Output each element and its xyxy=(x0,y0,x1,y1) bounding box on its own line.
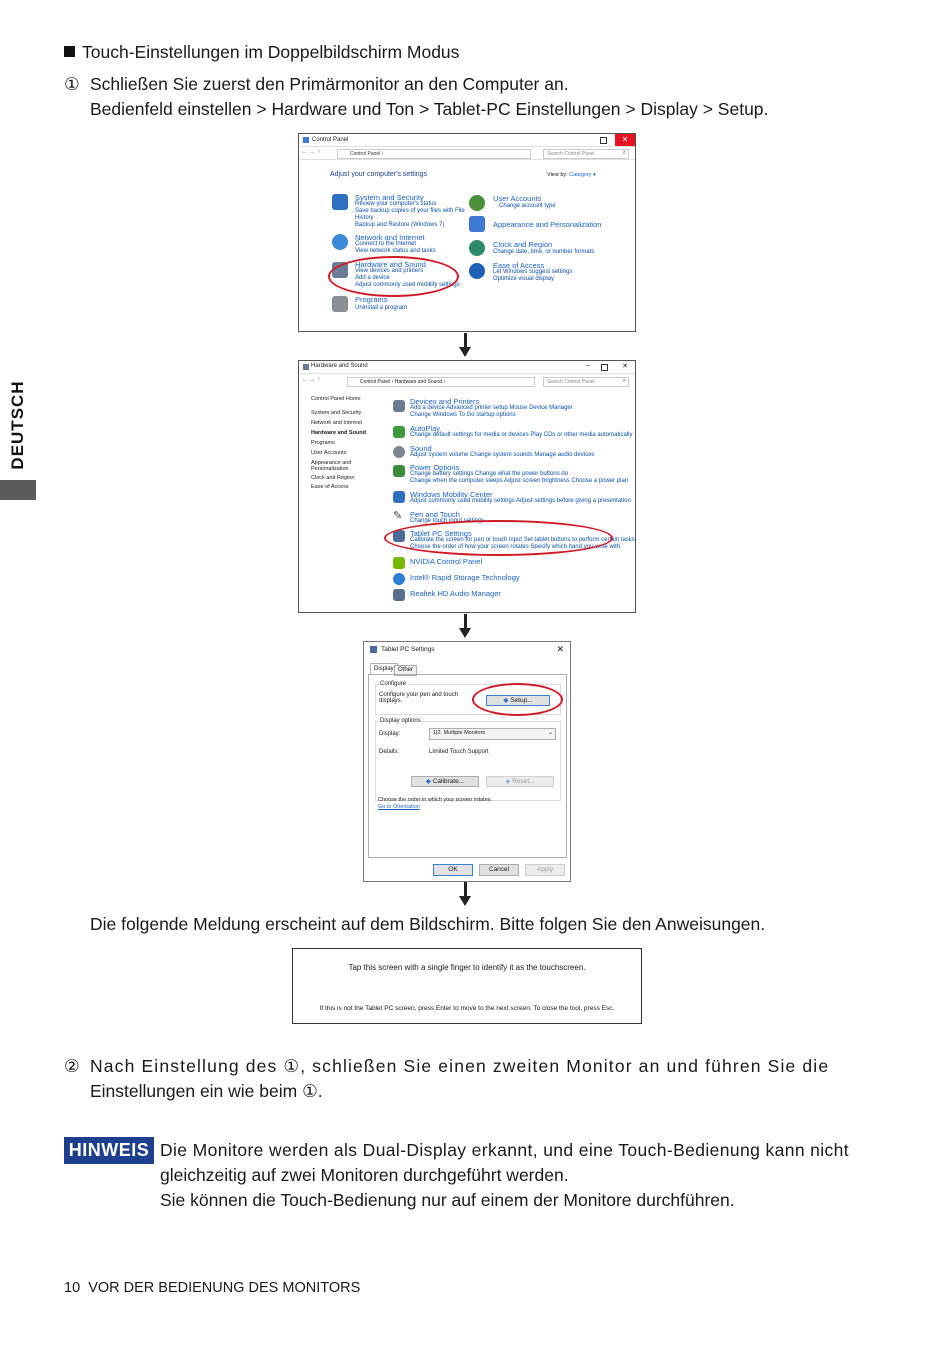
down-arrow-icon xyxy=(464,333,467,349)
shield-icon xyxy=(332,194,348,210)
message-line-2: If this is not the Tablet PC screen, press Enter to move to the next screen. To close the tool, press Esc. xyxy=(319,1005,615,1012)
search-icon: ⌕ xyxy=(622,378,626,384)
highlight-ellipse xyxy=(384,520,613,556)
address-bar[interactable] xyxy=(347,377,535,387)
cat-user-accounts[interactable]: User Accounts xyxy=(493,194,542,203)
nav-clock-region[interactable]: Clock and Region xyxy=(311,475,355,481)
maximize-button[interactable] xyxy=(593,134,613,146)
footer-text: VOR DER BEDIENUNG DES MONITORS xyxy=(88,1280,361,1296)
link-change-account[interactable]: Change account type xyxy=(499,203,556,209)
search-input[interactable] xyxy=(543,149,629,159)
nav-system-security[interactable]: System and Security xyxy=(311,410,362,416)
links-sound[interactable]: Adjust system volume Change system sounds Manage audio devices xyxy=(410,452,595,458)
pen-icon: ✎ xyxy=(393,510,403,522)
clock-icon xyxy=(469,240,485,256)
item-sound[interactable]: Sound xyxy=(410,444,432,453)
item-pen-touch[interactable]: Pen and Touch xyxy=(410,510,460,519)
view-by-label: View by: xyxy=(547,172,568,178)
sound-icon xyxy=(393,446,405,458)
maximize-button[interactable] xyxy=(601,364,608,371)
minimize-button[interactable]: – xyxy=(586,362,590,369)
side-tab-bar xyxy=(0,480,36,500)
links-autoplay[interactable]: Change default settings for media or devices Play CDs or other media automatically xyxy=(410,432,633,438)
nvidia-icon xyxy=(393,557,405,569)
item-tablet-pc-settings[interactable]: Tablet PC Settings xyxy=(410,529,472,538)
nav-arrows-icon[interactable]: ← → ↑ xyxy=(302,149,321,155)
links-tablet-1[interactable]: Calibrate the screen for pen or touch input Set tablet buttons to perform certain tasks xyxy=(410,537,635,543)
intel-icon xyxy=(393,573,405,585)
setup-label: Setup... xyxy=(510,697,533,704)
item-intel-rst[interactable]: Intel® Rapid Storage Technology xyxy=(410,573,520,582)
step2-line1: Nach Einstellung des ①, schließen Sie einen zweiten Monitor an und führen Sie die xyxy=(90,1056,830,1076)
heading-text: Touch-Einstellungen im Doppelbildschirm Modus xyxy=(82,42,460,62)
apply-button[interactable]: Apply xyxy=(525,864,565,876)
window-title: Control Panel xyxy=(312,137,349,143)
side-tab-label: DEUTSCH xyxy=(8,379,27,470)
links-tablet-2[interactable]: Choose the order of how your screen rotates Specify which hand you write with xyxy=(410,544,621,550)
step1-marker: ① xyxy=(64,74,80,94)
link-view-devices[interactable]: View devices and printers xyxy=(355,268,424,274)
view-by[interactable] xyxy=(547,172,596,178)
tab-display[interactable]: Display xyxy=(370,663,398,675)
link-uninstall[interactable]: Uninstall a program xyxy=(355,305,408,311)
step2-line2: Einstellungen ein wie beim ①. xyxy=(90,1081,323,1101)
close-button[interactable]: ✕ xyxy=(622,363,628,370)
users-icon xyxy=(469,195,485,211)
address-text: Control Panel › xyxy=(350,151,384,157)
item-mobility-center[interactable]: Windows Mobility Center xyxy=(410,490,493,499)
address-bar[interactable] xyxy=(337,149,531,159)
nav-user-accounts[interactable]: User Accounts xyxy=(311,450,347,456)
cat-appearance[interactable]: Appearance and Personalization xyxy=(493,220,602,229)
nav-appearance[interactable]: Appearance and xyxy=(311,460,352,466)
hinweis-line1: Die Monitore werden als Dual-Display erkannt, und eine Touch-Bedienung kann nicht xyxy=(160,1140,850,1160)
link-network-status[interactable]: View network status and tasks xyxy=(355,248,436,254)
cancel-button[interactable]: Cancel xyxy=(479,864,519,876)
nav-personalization[interactable]: Personalization xyxy=(311,466,349,472)
hardware-icon xyxy=(303,364,309,370)
step1-line2: Bedienfeld einstellen > Hardware und Ton > Tablet-PC Einstellungen > Display > Setup. xyxy=(90,99,769,119)
programs-icon xyxy=(332,296,348,312)
link-connect-internet[interactable]: Connect to the Internet xyxy=(355,241,417,247)
uac-shield-icon: ◆ xyxy=(505,778,511,785)
orientation-link[interactable]: Go to Orientation xyxy=(378,804,420,810)
control-panel-screenshot xyxy=(298,133,636,332)
hinweis-line2: gleichzeitig auf zwei Monitoren durchgeführt werden. xyxy=(160,1165,569,1185)
item-autoplay[interactable]: AutoPlay xyxy=(410,424,441,433)
ease-access-icon xyxy=(469,263,485,279)
autoplay-icon xyxy=(393,426,405,438)
display-select[interactable] xyxy=(429,728,556,740)
window-title: Hardware and Sound xyxy=(311,363,368,369)
power-icon xyxy=(393,465,405,477)
nav-network[interactable]: Network and Internet xyxy=(311,420,363,426)
touchscreen-message-box xyxy=(292,948,642,1024)
down-arrow-icon xyxy=(464,614,467,630)
tablet-pc-settings-screenshot xyxy=(363,641,571,882)
message-line-1: Tap this screen with a single finger to identify it as the touchscreen. xyxy=(348,963,586,972)
display-label: Display: xyxy=(379,731,401,737)
step2-marker: ② xyxy=(64,1056,80,1076)
display-select-value: 1|2. Multiple Monitors xyxy=(433,730,486,736)
title-bar xyxy=(299,134,635,147)
address-row xyxy=(299,375,635,387)
page-number: 10 xyxy=(64,1280,81,1296)
cat-ease-access[interactable]: Ease of Access xyxy=(493,261,545,270)
dialog-title: Tablet PC Settings xyxy=(381,646,435,653)
search-icon: ⌕ xyxy=(622,150,626,156)
link-review-status[interactable]: Review your computer's status xyxy=(355,201,437,207)
square-bullet-icon xyxy=(64,46,75,57)
mobility-icon xyxy=(393,491,405,503)
reset-button[interactable] xyxy=(486,776,554,787)
details-label: Details: xyxy=(379,749,400,755)
nav-ease-access[interactable]: Ease of Access xyxy=(311,484,349,490)
nav-arrows-icon[interactable]: ← → ↑ xyxy=(302,377,321,383)
close-icon[interactable]: ✕ xyxy=(556,644,564,654)
link-save-backup[interactable]: Save backup copies of your files with File xyxy=(355,208,465,214)
link-date-time[interactable]: Change date, time, or number formats xyxy=(493,249,595,255)
cat-programs[interactable]: Programs xyxy=(355,295,388,304)
message-intro: Die folgende Meldung erscheint auf dem Bildschirm. Bitte folgen Sie den Anweisungen. xyxy=(90,914,766,934)
configure-label: Configure xyxy=(380,681,407,687)
section-heading xyxy=(64,40,459,65)
rotate-text: Choose the order in which your screen rotates. xyxy=(378,797,493,803)
item-realtek[interactable]: Realtek HD Audio Manager xyxy=(410,589,501,598)
search-placeholder: Search Control Panel xyxy=(547,151,595,157)
highlight-ellipse xyxy=(472,683,563,716)
links-pen-touch[interactable]: Change touch input settings xyxy=(410,518,485,524)
display-options-label: Display options xyxy=(380,718,421,724)
item-nvidia[interactable]: NVIDIA Control Panel xyxy=(410,557,483,566)
configure-text-1: Configure your pen and touch xyxy=(379,692,459,698)
hardware-sound-screenshot xyxy=(298,360,636,613)
step1-line1: Schließen Sie zuerst den Primärmonitor an den Computer an. xyxy=(90,74,569,94)
link-suggest-settings[interactable]: Let Windows suggest settings xyxy=(493,269,573,275)
view-by-value: Category ▾ xyxy=(569,172,596,178)
cat-hardware-sound[interactable]: Hardware and Sound xyxy=(355,260,426,269)
link-backup-restore[interactable]: Backup and Restore (Windows 7) xyxy=(355,222,445,228)
globe-icon xyxy=(332,234,348,250)
details-value: Limited Touch Support xyxy=(429,749,489,755)
address-text: Control Panel › Hardware and Sound › xyxy=(360,379,446,385)
control-panel-icon xyxy=(303,137,309,143)
hinweis-badge: HINWEIS xyxy=(64,1137,154,1164)
nav-control-panel-home[interactable]: Control Panel Home xyxy=(311,396,361,402)
ok-button[interactable]: OK xyxy=(433,864,473,876)
search-placeholder: Search Control Panel xyxy=(547,379,595,385)
configure-text-2: displays. xyxy=(379,698,403,704)
nav-programs[interactable]: Programs xyxy=(311,440,335,446)
reset-label: Reset... xyxy=(512,778,535,785)
personalization-icon xyxy=(469,216,485,232)
title-bar xyxy=(299,361,635,374)
printer-icon xyxy=(393,400,405,412)
links-devices[interactable]: Add a device Advanced printer setup Mouse Device Manager xyxy=(410,405,573,411)
adjust-heading: Adjust your computer's settings xyxy=(330,171,428,178)
link-history[interactable]: History xyxy=(355,215,374,221)
tablet-icon xyxy=(370,646,377,653)
link-mobility-settings[interactable]: Adjust commonly used mobility settings xyxy=(355,282,460,288)
links-power-1[interactable]: Change battery settings Change what the power buttons do xyxy=(410,471,569,477)
highlight-ellipse xyxy=(328,256,459,297)
search-input[interactable] xyxy=(543,377,629,387)
close-button[interactable]: ✕ xyxy=(615,134,635,146)
tab-other[interactable]: Other xyxy=(394,665,417,676)
hinweis-line3: Sie können die Touch-Bedienung nur auf einem der Monitore durchführen. xyxy=(160,1190,735,1210)
uac-shield-icon: ◆ xyxy=(503,697,509,704)
calibrate-label: Calibrate... xyxy=(432,778,465,785)
address-row xyxy=(299,147,635,160)
link-windows-to-go[interactable]: Change Windows To Go startup options xyxy=(410,412,516,418)
cat-system-security[interactable]: System and Security xyxy=(355,193,424,202)
page-footer xyxy=(64,1280,360,1296)
realtek-icon xyxy=(393,589,405,601)
links-power-2[interactable]: Change when the computer sleeps Adjust screen brightness Choose a power plan xyxy=(410,478,629,484)
link-optimize-display[interactable]: Optimize visual display xyxy=(493,276,555,282)
links-mobility[interactable]: Adjust commonly used mobility settings Adjust settings before giving a presentation xyxy=(410,498,631,504)
title-bar xyxy=(364,642,570,657)
cat-network[interactable]: Network and Internet xyxy=(355,233,425,242)
item-power-options[interactable]: Power Options xyxy=(410,463,460,472)
nav-hardware-sound[interactable]: Hardware and Sound xyxy=(311,430,367,436)
uac-shield-icon: ◆ xyxy=(425,778,431,785)
down-arrow-icon xyxy=(464,882,467,898)
chevron-down-icon: ⌄ xyxy=(547,730,553,736)
cat-clock-region[interactable]: Clock and Region xyxy=(493,240,553,249)
calibrate-button[interactable] xyxy=(411,776,479,787)
language-side-tab xyxy=(0,372,36,500)
link-add-device[interactable]: Add a device xyxy=(355,275,390,281)
item-devices-printers[interactable]: Devices and Printers xyxy=(410,397,480,406)
